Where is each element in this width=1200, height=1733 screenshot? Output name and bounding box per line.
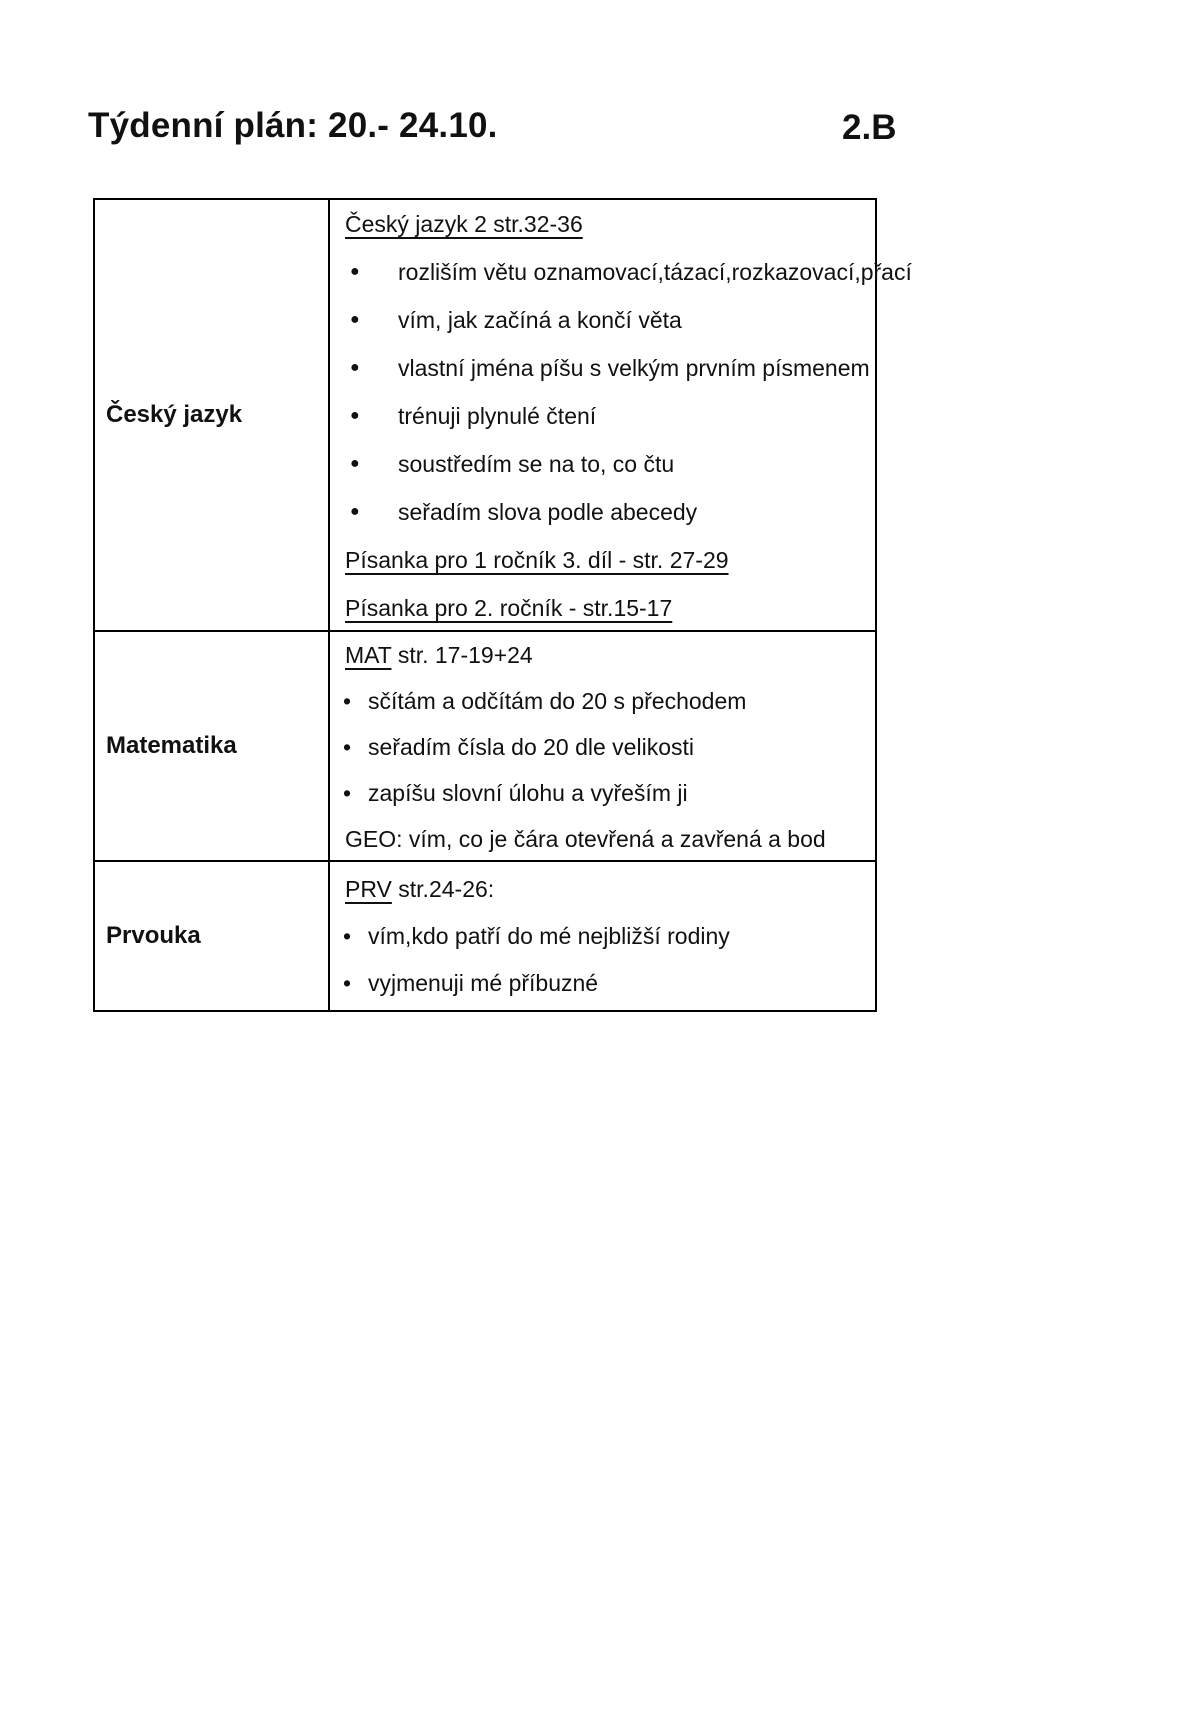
section-heading-abbrev: PRV <box>345 876 392 902</box>
list-item-text: seřadím slova podle abecedy <box>398 499 698 525</box>
content-cell <box>330 632 875 860</box>
section-heading <box>345 632 867 678</box>
subject-cell <box>95 862 330 1010</box>
list-item-text: soustředím se na to, co čtu <box>398 451 675 477</box>
bullet-icon: ● <box>350 407 360 424</box>
content-cell <box>330 200 920 630</box>
bullet-icon: • <box>343 970 352 996</box>
bullet-icon: • <box>343 734 352 760</box>
section-heading-rest: str.24-26: <box>391 876 495 902</box>
table-row-cesky-jazyk <box>95 200 912 630</box>
bullet-icon: ● <box>350 503 360 520</box>
list-item-text: seřadím čísla do 20 dle velikosti <box>368 734 694 760</box>
list-item <box>345 913 867 960</box>
section-heading-text: Písanka pro 2. ročník - str.15-17 <box>345 595 673 621</box>
bullet-icon: • <box>343 688 352 714</box>
section-heading-rest: str. 17-19+24 <box>391 642 533 668</box>
content-cell <box>330 862 875 1010</box>
subject-label: Český jazyk <box>106 401 243 428</box>
plain-note-text: GEO: vím, co je čára otevřená a zavřená a bod <box>345 826 826 852</box>
list-item <box>345 488 912 536</box>
list-item-text: sčítám a odčítám do 20 s přechodem <box>368 688 747 714</box>
table-row-matematika <box>95 630 875 860</box>
list-item <box>345 960 867 1007</box>
list-item <box>345 296 912 344</box>
section-heading <box>345 200 912 248</box>
subject-cell <box>95 632 330 860</box>
list-item <box>345 248 912 296</box>
list-item <box>345 392 912 440</box>
plain-note <box>345 816 867 862</box>
bullet-icon: • <box>343 780 352 806</box>
list-item-text: rozliším větu oznamovací,tázací,rozkazovací,přací <box>398 259 912 285</box>
section-heading <box>345 536 912 584</box>
list-item <box>345 770 867 816</box>
bullet-icon: ● <box>350 311 360 328</box>
list-item <box>345 724 867 770</box>
list-item-text: vyjmenuji mé příbuzné <box>368 970 599 996</box>
class-label: 2.B <box>842 108 897 147</box>
section-heading-text: Český jazyk 2 str.32-36 <box>345 211 583 237</box>
list-item <box>345 440 912 488</box>
subject-cell <box>95 200 330 630</box>
section-heading <box>345 584 912 632</box>
list-item-text: vím, jak začíná a končí věta <box>398 307 682 333</box>
subject-label: Prvouka <box>106 922 201 949</box>
section-heading-text: Písanka pro 1 ročník 3. díl - str. 27-29 <box>345 547 729 573</box>
bullet-icon: • <box>343 923 352 949</box>
bullet-icon: ● <box>350 455 360 472</box>
list-item-text: zapíšu slovní úlohu a vyřeším ji <box>368 780 688 806</box>
list-item-text: vím,kdo patří do mé nejbližší rodiny <box>368 923 730 949</box>
section-heading <box>345 866 867 913</box>
list-item <box>345 344 912 392</box>
bullet-icon: ● <box>350 263 360 280</box>
list-item-text: trénuji plynulé čtení <box>398 403 597 429</box>
list-item-text: vlastní jména píšu s velkým prvním písmenem <box>398 355 870 381</box>
bullet-icon: ● <box>350 359 360 376</box>
table-row-prvouka <box>95 860 875 1010</box>
section-heading-abbrev: MAT <box>345 642 392 668</box>
subject-label: Matematika <box>106 732 237 759</box>
page-title: Týdenní plán: 20.- 24.10. <box>88 106 498 145</box>
list-item <box>345 678 867 724</box>
weekly-plan-table <box>93 198 912 1012</box>
